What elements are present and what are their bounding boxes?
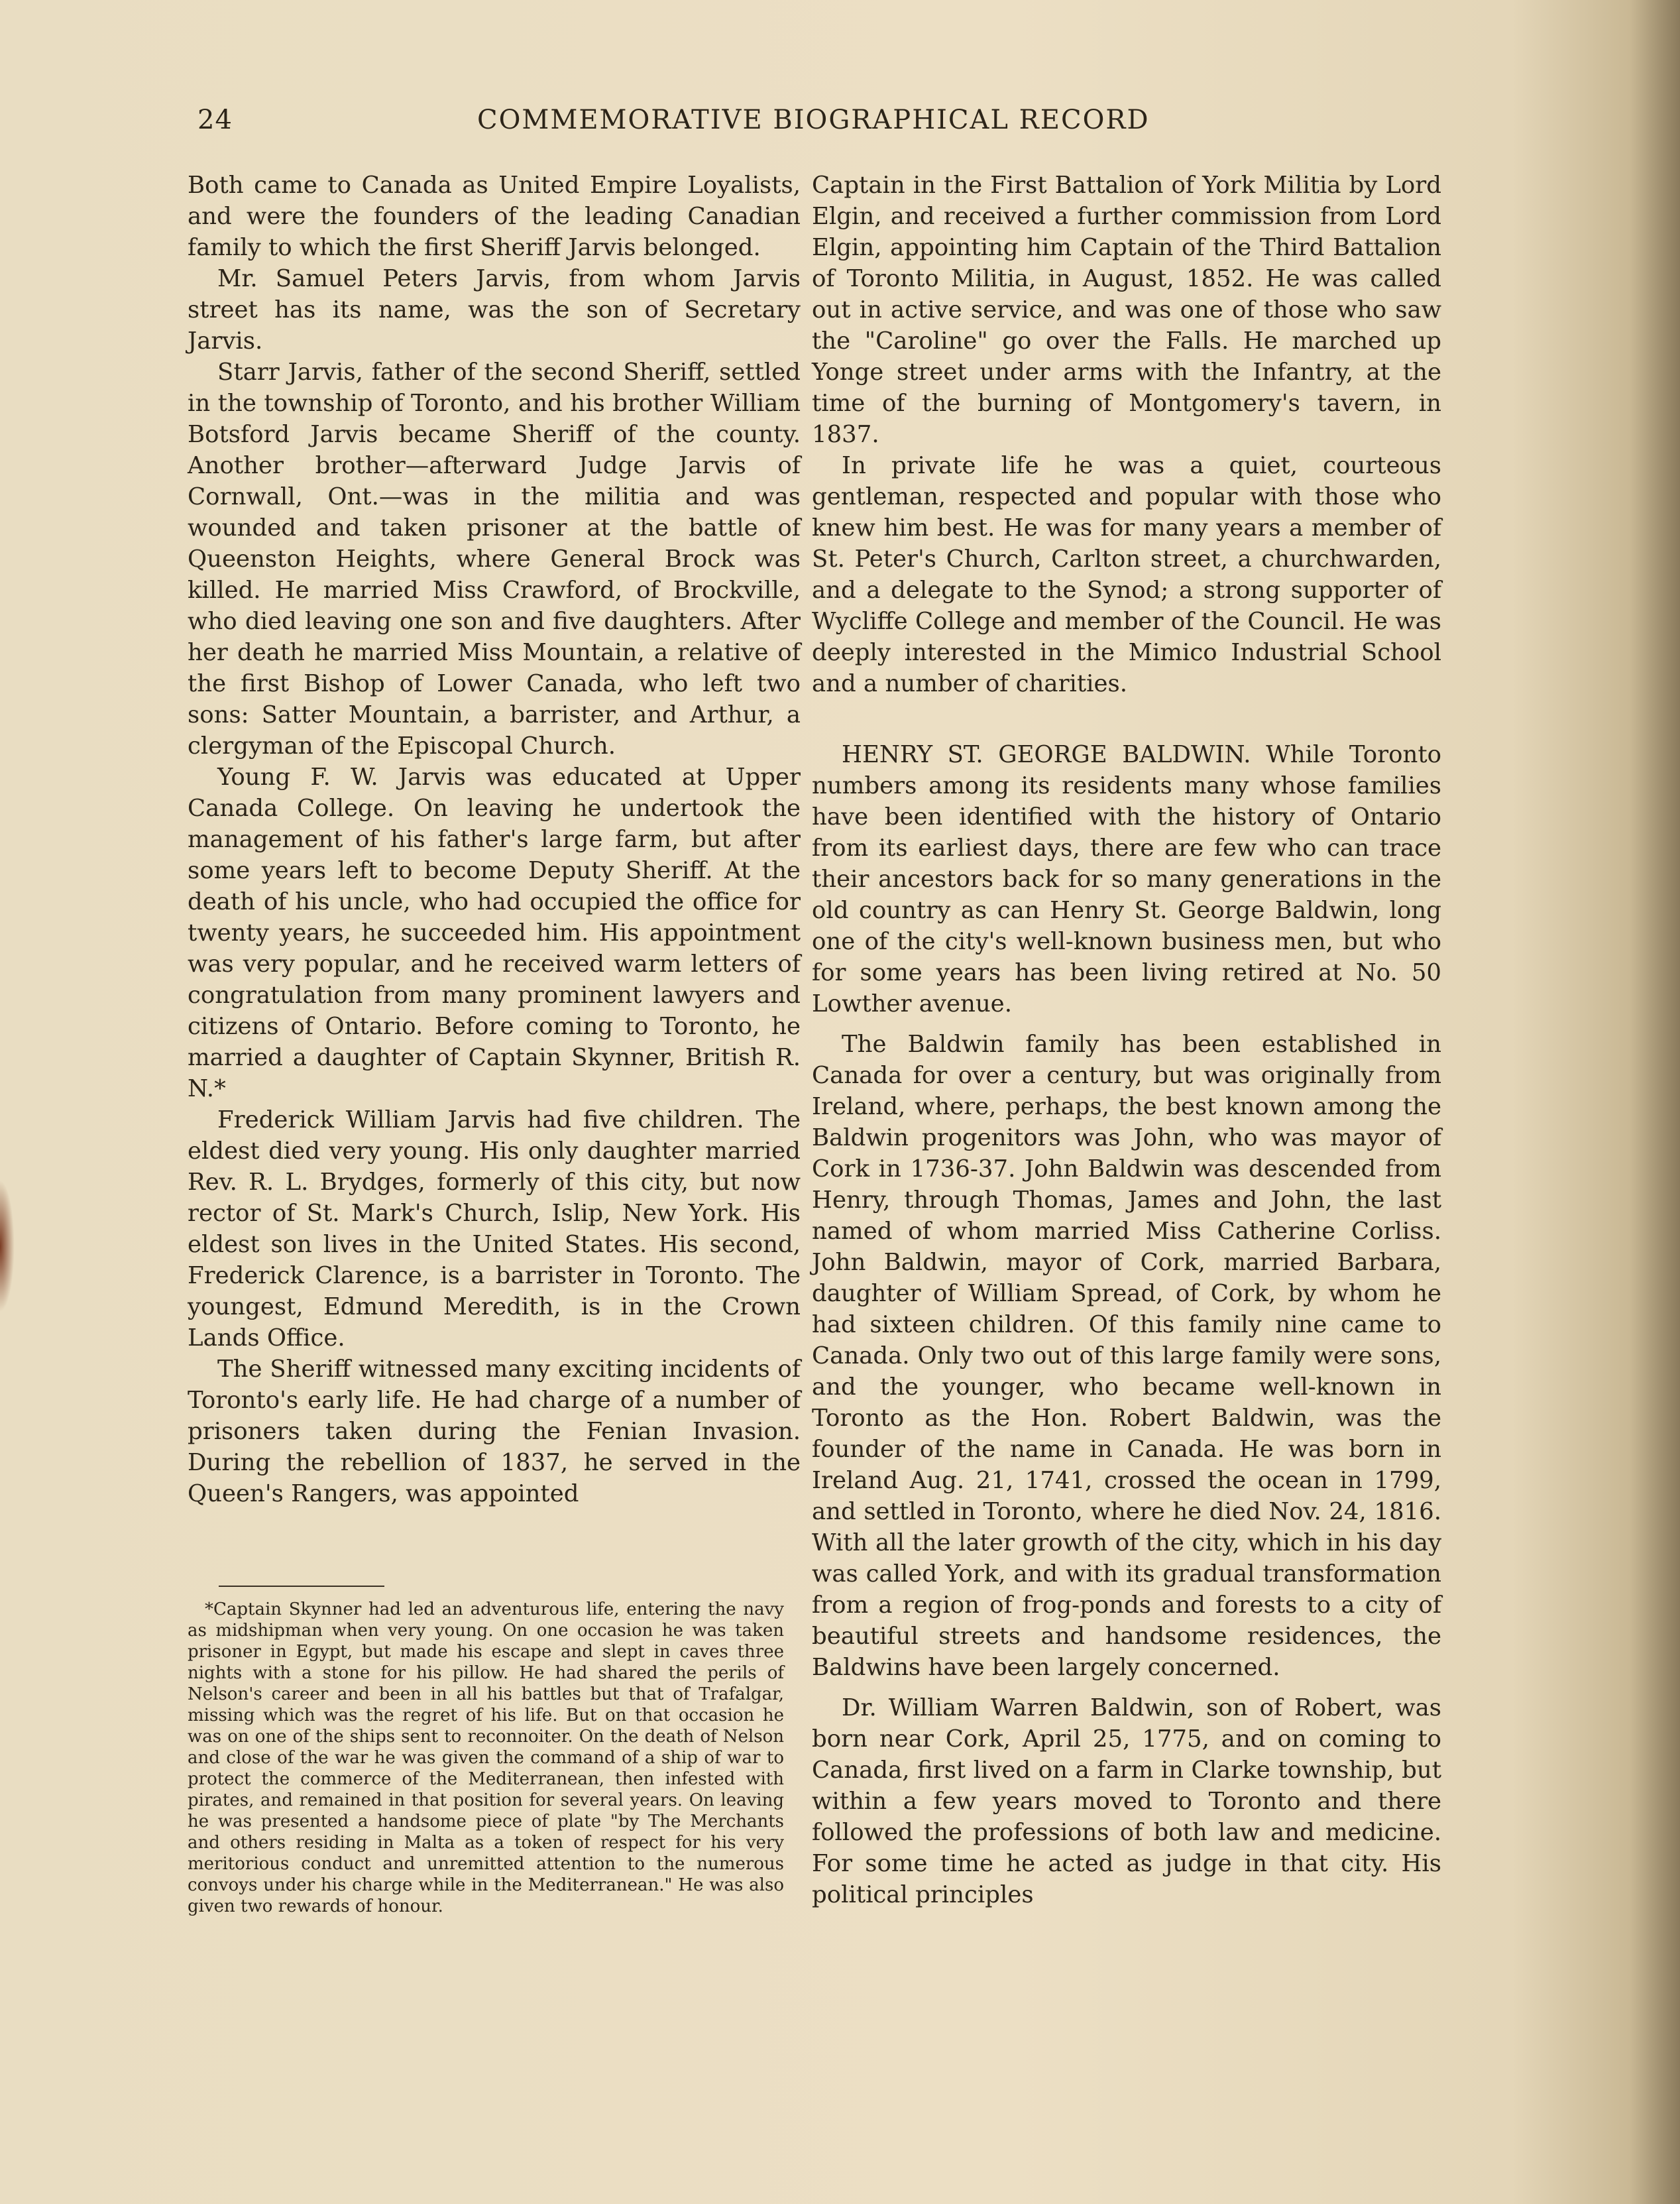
section-spacer xyxy=(812,699,1441,739)
running-title: COMMEMORATIVE BIOGRAPHICAL RECORD xyxy=(477,105,1150,135)
section-first-paragraph: While Toronto numbers among its residents many whose families have been identified with the history of Ontario from its earliest days, there are few who can trace their ancestors back for so many generations in the old country as can Henry St. George Baldwin, long one of the city's well-known business men, but who for some years has been living retired at No. 50 Lowther avenue. xyxy=(812,741,1442,1017)
section-heading: HENRY ST. GEORGE BALDWIN. xyxy=(842,741,1251,768)
right-column xyxy=(812,170,1441,1910)
footnote xyxy=(188,1599,784,1917)
paragraph: Captain in the First Battalion of York Militia by Lord Elgin, and received a further commission from Lord Elgin, appointing him Captain of the Third Battalion of Toronto Militia, in August, 1852. He was called out in active service, and was one of those who saw the "Caroline" go over the Falls. He marched up Yonge street under arms with the Infantry, at the time of the burning of Montgomery's tavern, in 1837. xyxy=(812,172,1441,448)
paragraph: Dr. William Warren Baldwin, son of Robert, was born near Cork, April 25, 1775, and on coming to Canada, first lived on a farm in Clarke township, but within a few years moved to Toronto and there followed the professions of both law and medicine. For some time he acted as judge in that city. His political principles xyxy=(812,1694,1441,1908)
left-column xyxy=(188,170,801,1509)
paragraph: In private life he was a quiet, courteous gentleman, respected and popular with those who knew him best. He was for many years a member of St. Peter's Church, Carlton street, a churchwarden, and a delegate to the Synod; a strong supporter of Wycliffe College and member of the Council. He was deeply interested in the Mimico Industrial School and a number of charities. xyxy=(812,452,1441,697)
paragraph: The Baldwin family has been established in Canada for over a century, but was originally from Ireland, where, perhaps, the best known among the Baldwin progenitors was John, who was mayor of Cork in 1736-37. John Baldwin was descended from Henry, through Thomas, James and John, the last named of whom married Miss Catherine Corliss. John Baldwin, mayor of Cork, married Barbara, daughter of William Spread, of Cork, by whom he had sixteen children. Of this family nine came to Canada. Only two out of this large family were sons, and the younger, who became well-known in Toronto as the Hon. Robert Baldwin, was the founder of the name in Canada. He was born in Ireland Aug. 21, 1741, crossed the ocean in 1799, and settled in Toronto, where he died Nov. 24, 1816. With all the later growth of the city, which in his day was called York, and with its gradual transformation from a region of frog-ponds and forests to a city of beautiful streets and handsome residences, the Baldwins have been largely concerned. xyxy=(812,1031,1441,1681)
paragraph: Young F. W. Jarvis was educated at Upper Canada College. On leaving he undertook the management of his father's large farm, but after some years left to become Deputy Sheriff. At the death of his uncle, who had occupied the office for twenty years, he succeeded him. His appointment was very popular, and he received warm letters of congratulation from many prominent lawyers and citizens of Ontario. Before coming to Toronto, he married a daughter of Captain Skynner, British R. N.* xyxy=(188,764,801,1102)
paragraph: Frederick William Jarvis had five children. The eldest died very young. His only daughter married Rev. R. L. Brydges, formerly of this city, but now rector of St. Mark's Church, Islip, New York. His eldest son lives in the United States. His second, Frederick Clarence, is a barrister in Toronto. The youngest, Edmund Meredith, is in the Crown Lands Office. xyxy=(188,1106,801,1352)
paragraph: Mr. Samuel Peters Jarvis, from whom Jarvis street has its name, was the son of Secretary Jarvis. xyxy=(188,265,801,355)
section-intro xyxy=(812,739,1441,1019)
page-edge-stain xyxy=(0,1180,15,1312)
paragraph: The Sheriff witnessed many exciting incidents of Toronto's early life. He had charge of a number of prisoners taken during the Fenian Invasion. During the rebellion of 1837, he served in the Queen's Rangers, was appointed xyxy=(188,1356,801,1507)
footnote-rule xyxy=(219,1586,384,1587)
paragraph: Starr Jarvis, father of the second Sheriff, settled in the township of Toronto, and his brother William Botsford Jarvis became Sheriff of the county. Another brother—afterward Judge Jarvis of Cornwall, Ont.—was in the militia and was wounded and taken prisoner at the battle of Queenston Heights, where General Brock was killed. He married Miss Crawford, of Brockville, who died leaving one son and five daughters. After her death he married Miss Mountain, a relative of the first Bishop of Lower Canada, who left two sons: Satter Mountain, a barrister, and Arthur, a clergyman of the Episcopal Church. xyxy=(188,359,801,760)
paragraph-spacer xyxy=(812,1683,1441,1692)
page-number: 24 xyxy=(197,105,233,135)
paragraph: Both came to Canada as United Empire Loyalists, and were the founders of the leading Canadian family to which the first Sheriff Jarvis belonged. xyxy=(188,172,801,261)
paragraph-spacer xyxy=(812,1019,1441,1029)
footnote-text: *Captain Skynner had led an adventurous life, entering the navy as midshipman when very young. On one occasion he was taken prisoner in Egypt, but made his escape and slept in caves three nights with a stone for his pillow. He had shared the perils of Nelson's career and been in all his battles but that of Trafalgar, missing which was the regret of his life. But on that occasion he was on one of the ships sent to reconnoiter. On the death of Nelson and close of the war he was given the command of a ship of war to protect the commerce of the Mediterranean, then infested with pirates, and remained in that position for several years. On leaving he was presented a handsome piece of plate "by The Merchants and others residing in Malta as a token of respect for his very meritorious conduct and unremitted attention to the numerous convoys under his charge while in the Mediterranean." He was also given two rewards of honour. xyxy=(188,1599,784,1916)
